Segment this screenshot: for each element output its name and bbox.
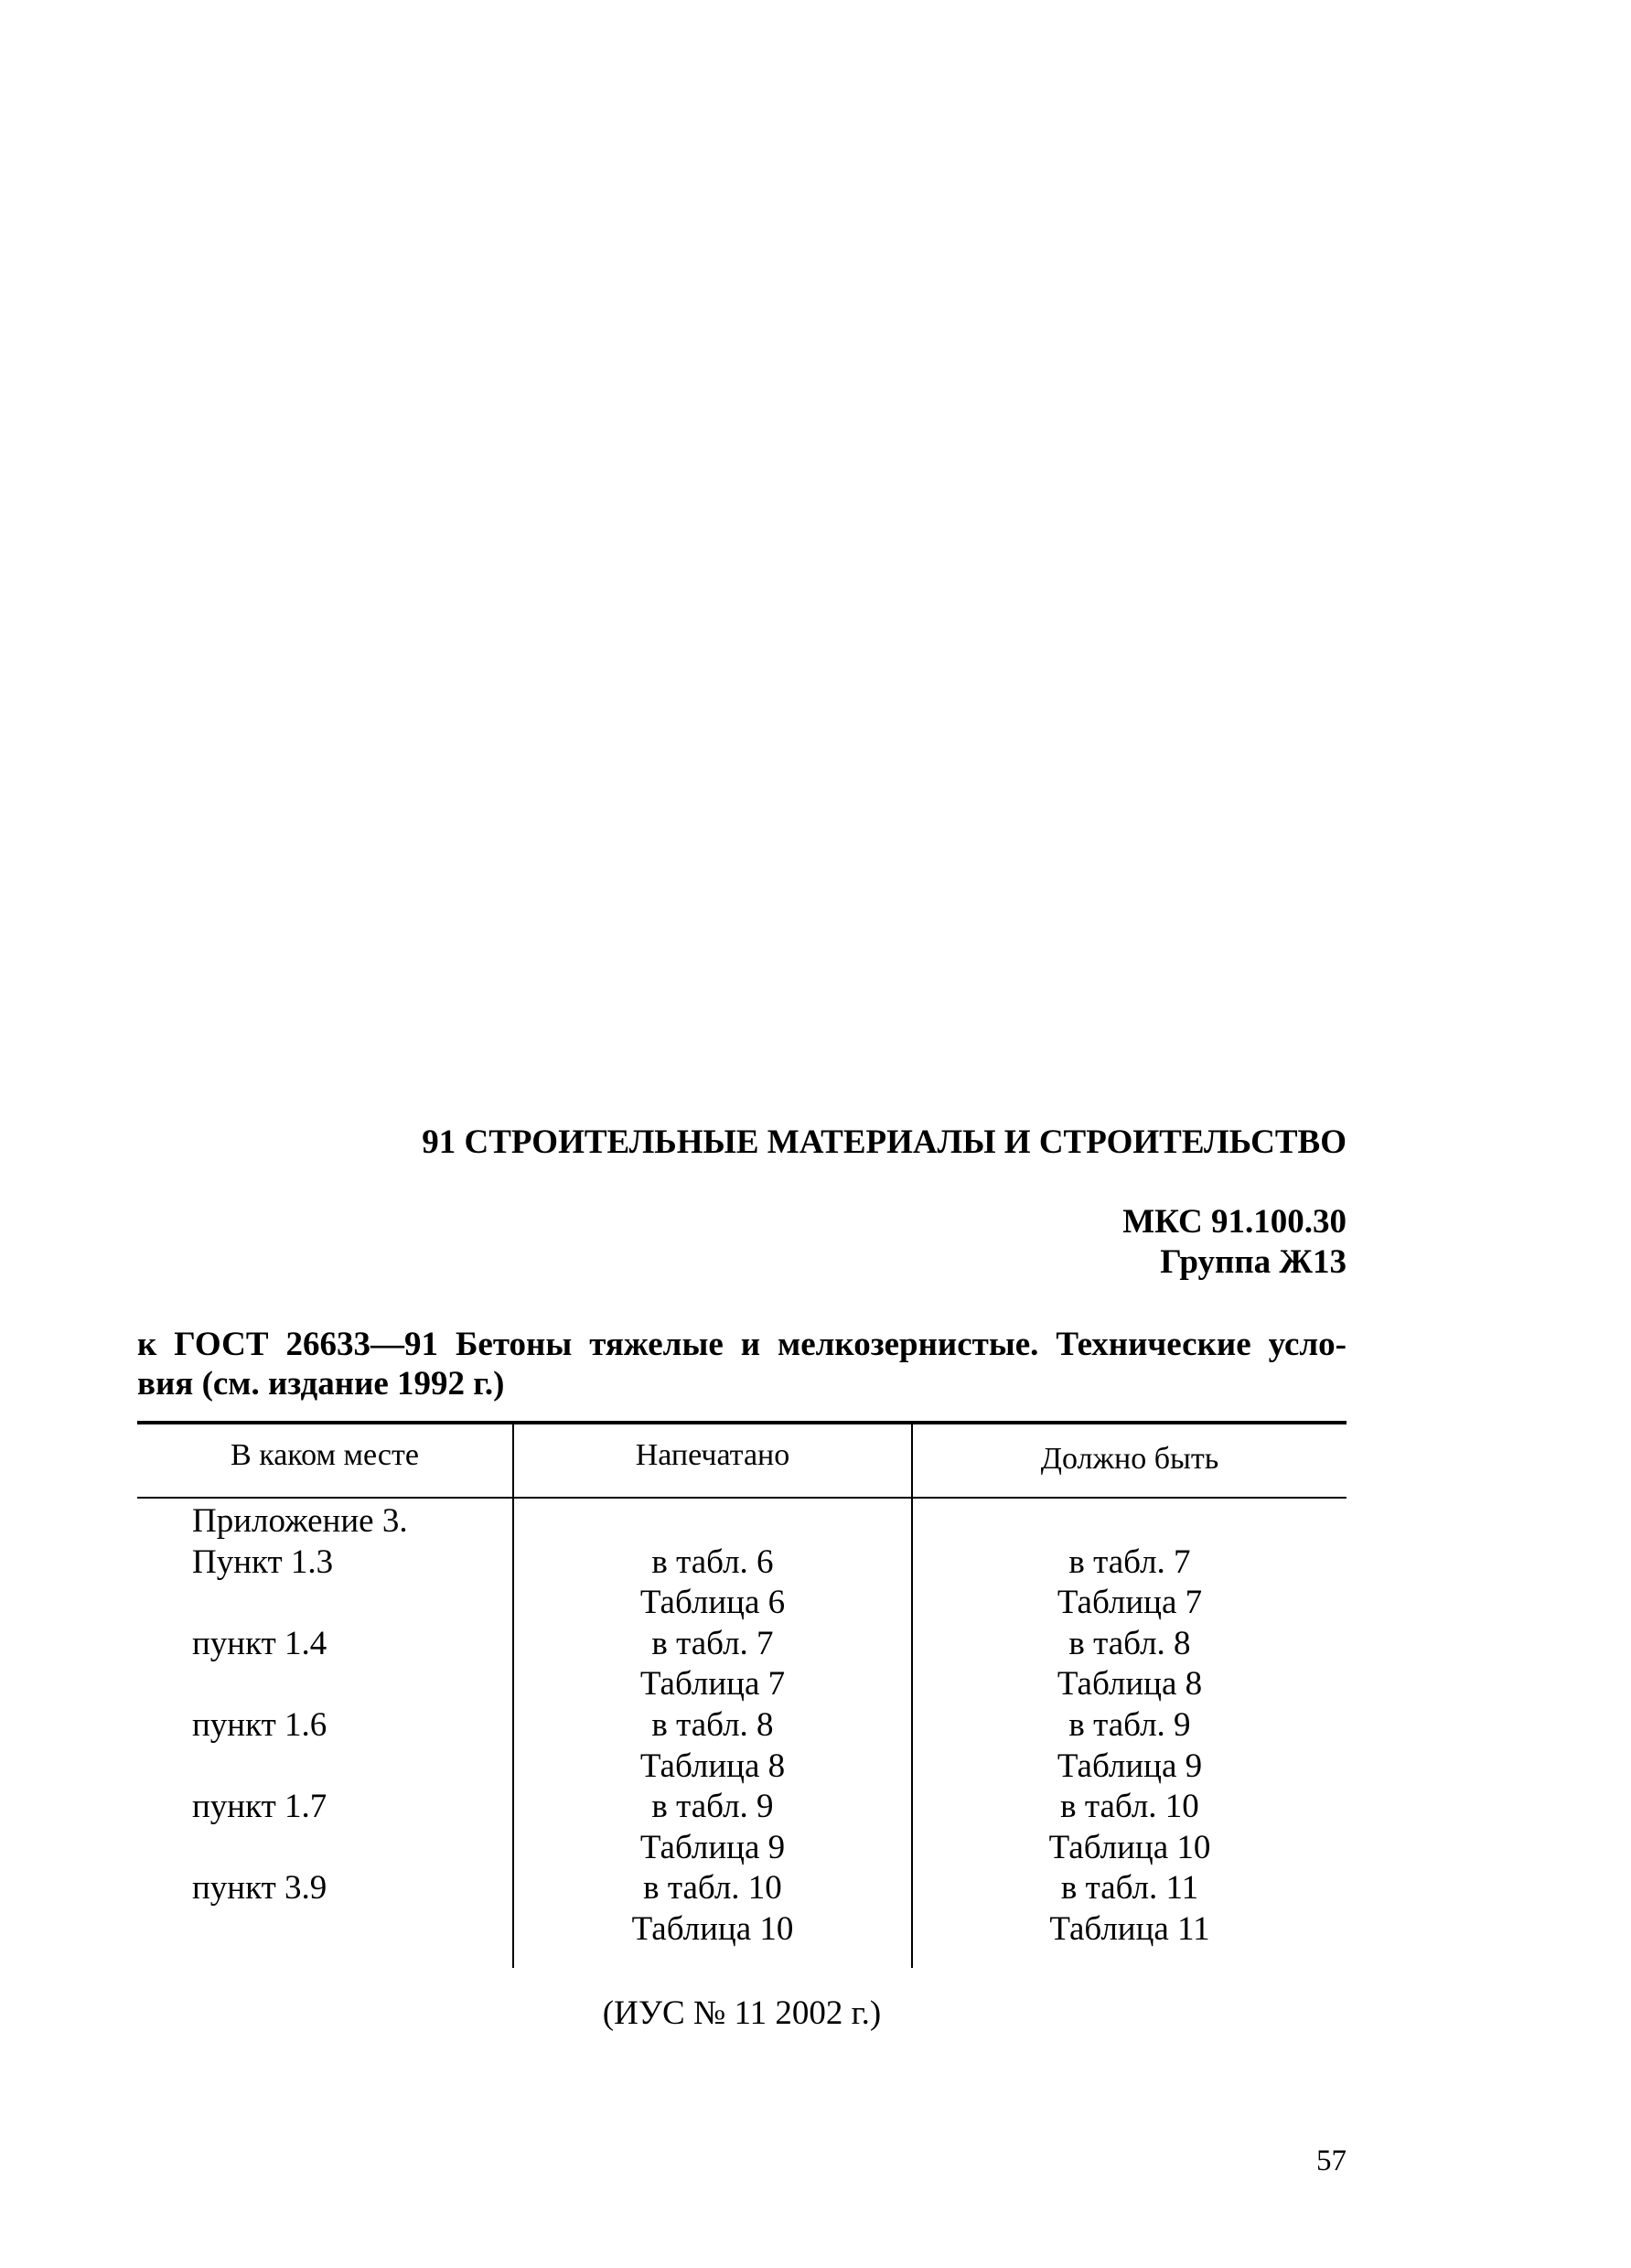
table-top-rule — [137, 1421, 1347, 1424]
column-header-location: В каком месте — [231, 1438, 419, 1472]
cell-printed: Таблица 6 — [639, 1584, 786, 1622]
table-row — [137, 1868, 1347, 1909]
cell-printed: Таблица 8 — [639, 1747, 786, 1785]
cell-location: пункт 3.9 — [192, 1869, 327, 1908]
cell-location: Пункт 1.3 — [192, 1542, 334, 1581]
table-header-rule — [137, 1497, 1347, 1499]
cell-should-be: в табл. 11 — [1060, 1869, 1199, 1908]
cell-printed: Таблица 9 — [639, 1828, 786, 1866]
cell-printed: Таблица 10 — [631, 1909, 794, 1948]
table-row — [137, 1542, 1347, 1584]
page-number: 57 — [1316, 2144, 1347, 2177]
table-row — [137, 1828, 1347, 1869]
table-row — [137, 1501, 1347, 1542]
cell-printed: в табл. 6 — [651, 1542, 774, 1581]
cell-location: пункт 1.7 — [192, 1788, 327, 1826]
cell-location: пункт 1.4 — [192, 1624, 327, 1662]
mks-code: МКС 91.100.30 — [1122, 1203, 1347, 1241]
cell-printed: Таблица 7 — [639, 1665, 786, 1704]
cell-should-be: в табл. 8 — [1068, 1624, 1191, 1662]
cell-should-be: в табл. 9 — [1068, 1705, 1191, 1744]
cell-printed: в табл. 10 — [643, 1869, 782, 1908]
table-body — [137, 1501, 1347, 1951]
cell-should-be: Таблица 11 — [1049, 1909, 1210, 1948]
cell-printed: в табл. 9 — [651, 1788, 774, 1826]
table-row — [137, 1705, 1347, 1747]
table-row — [137, 1624, 1347, 1665]
document-title-line-1: к ГОСТ 26633—91 Бетоны тяжелые и мелкозернистые. Технические усло- — [137, 1326, 1347, 1363]
cell-should-be: Таблица 9 — [1057, 1747, 1203, 1785]
column-header-should-be: Должно быть — [1040, 1442, 1219, 1476]
source-note: (ИУС № 11 2002 г.) — [602, 1994, 882, 2032]
corrections-table — [137, 1421, 1347, 1970]
group-code: Группа Ж13 — [1160, 1243, 1347, 1281]
document-title-line-2: вия (см. издание 1992 г.) — [137, 1365, 505, 1403]
cell-should-be: в табл. 7 — [1068, 1542, 1191, 1581]
column-header-printed: Напечатано — [635, 1438, 790, 1472]
section-heading: 91 СТРОИТЕЛЬНЫЕ МАТЕРИАЛЫ И СТРОИТЕЛЬСТВО — [422, 1123, 1347, 1161]
cell-printed: в табл. 7 — [651, 1624, 774, 1662]
table-row — [137, 1787, 1347, 1828]
cell-should-be: Таблица 7 — [1057, 1584, 1203, 1622]
cell-printed: в табл. 8 — [651, 1705, 774, 1744]
cell-should-be: Таблица 10 — [1048, 1828, 1211, 1866]
table-row — [137, 1583, 1347, 1624]
document-title — [137, 1325, 1347, 1403]
cell-should-be: Таблица 8 — [1057, 1665, 1203, 1704]
cell-location: пункт 1.6 — [192, 1705, 327, 1744]
table-row — [137, 1747, 1347, 1788]
table-row — [137, 1909, 1347, 1951]
cell-location: Приложение 3. — [192, 1502, 408, 1540]
table-row — [137, 1664, 1347, 1705]
classification-block — [137, 1202, 1347, 1283]
cell-should-be: в табл. 10 — [1060, 1788, 1199, 1826]
